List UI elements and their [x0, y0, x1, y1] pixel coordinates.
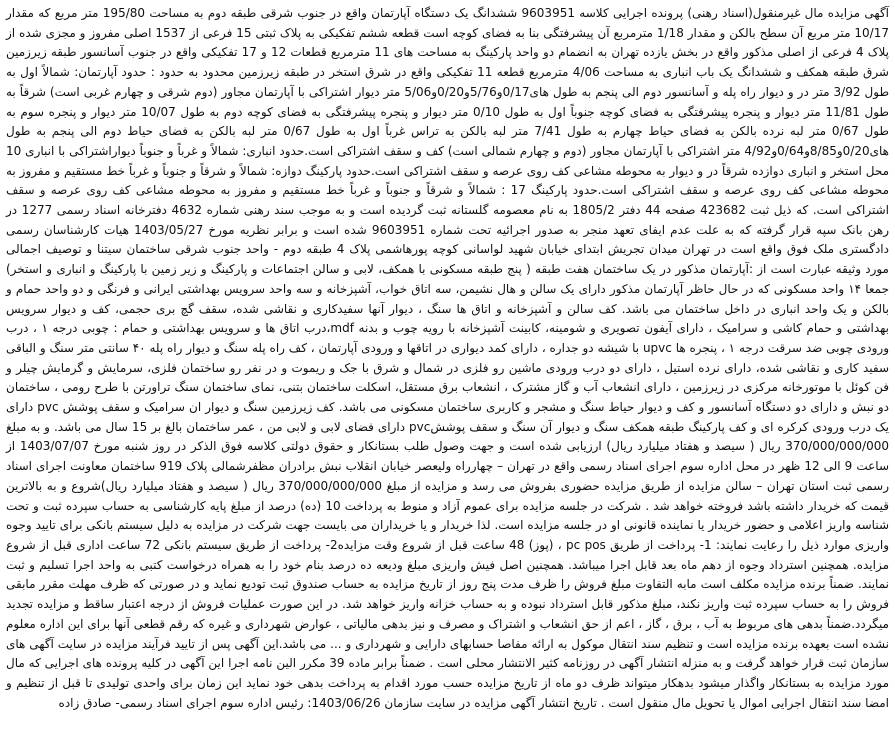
notice-body: آگهی مزایده مال غیرمنقول(اسناد رهنی) پرونده اجرایی کلاسه 9603951 ششدانگ یک دستگاه آپارتمان واقع در جنوب شرقی طبقه دوم به مساحت 195/80 متر مربع که مقدار 10/17 متر مربع آن سطح بالکن و مقدار 1/18 مترمربع آن پیشرفتگی بنا به فضای کوچه است قطعه ششم تفکیکی به پلاک ثبتی 15 فرعی از 1537 اصلی مفروز و مجزی شده از پلاک 4 فرعی از اصلی مذکور واقع در بخش یازده تهران به انضمام دو واحد پارکینگ به مساحت های 11 مترمربع قطعات 12 و 17 تفکیکی واقع در جنوب آسانسور طبقه زیرزمین شرق طبقه همکف و ششدانگ یک باب انباری به مساحت 4/06 مترمربع قطعه 11 تفکیکی واقع در شرق استخر در طبقه زیرزمین محدود به حدود : حدود آپارتمان: شمالاً اول به طول 3/92 متر در و دیوار راه پله و آسانسور دوم الی پنجم به طول های0/17و5/76و0/20و5/06 متر دیوار اشتراکی با آپارتمان مجاور (دوم شرقی و چهارم غربی است) شرقاً به طول 11/81 متر دیوار و پنجره پیشرفتگی به فضای کوچه جنوباً اول به طول 0/10 متر دیوار و پنجره پیشرفتگی به فضای کوچه دوم به طول 10/07 متر دیوار و پنجره سوم به طول 0/67 متر لبه نرده بالکن به فضای حیاط چهارم به طول 7/41 متر لبه بالکن به تراس غرباً اول به طول 0/67 متر لبه بالکن به فضای حیاط دوم الی پنجم به طول های0/20و8/85و0/64و4/92 متر اشتراکی با آپارتمان مجاور (دوم و چهارم شمالی است) کف و سقف اشتراکی است.حدود انباری: شمالاً و غرباً و جنوباً دیواراشتراکی با انباری 10 محل استخر و انباری دوازده شرقاً در و دیوار به محوطه مشاعی کف روی عرصه و سقف اشتراکی است.حدود پارکینگ دوازه: شمالاً و شرقاً و جنوباً و غرباً خط مستقیم و مفروز به محوطه مشاعی کف روی عرصه و سقف اشتراکی است.حدود پارکینگ 17 : شمالاً و شرقاً و جنوباً و غرباً خط مستقیم و مفروز به محوطه مشاعی کف روی عرصه و سقف اشتراکی است. که ذیل ثبت 423682 صفحه 44 دفتر 1805/2 به نام معصومه گلستانه ثبت گردیده است و به موجب سند رهنی شماره 4632 دفترخانه اسناد رسمی 1277 در رهن بانک سپه قرار گرفته که به علت عدم ایفای تعهد منجر به صدور اجرائیه تحت شماره 9603951 شده است و برابر نظریه مورخ 1403/05/27 هیات کارشناسان رسمی دادگستری ملک فوق واقع است در تهران میدان تجریش ابتدای خیابان شهید لواسانی کوچه پورهاشمی پلاک 4 طبقه دوم - واحد جنوب شرقی ساختمان سیتنا و توصیف اجمالی مورد وثیقه عبارت است از :آپارتمان مذکور در یک ساختمان هفت طبقه ( پنج طبقه مسکونی با همکف، لابی و سالن اجتماعات و پارکینگ و زیر زمین با پارکینگ و انباری و استخر) جمعا ۱۴ واحد مسکونی که در حال حاظر آپارتمان مذکور دارای یک سالن و هال نشیمن، سه اتاق خواب، آشپزخانه و سه واحد سرویس بهداشتی ایرانی و فرنگی و دو واحد حمام و بالکن و یک واحد انباری در داخل ساختمان می باشد. کف سالن و آشپزخانه و اتاق ها سنگ ، دیوار آنها سفیدکاری و نقاشی شده، سقف گچ بری حجمی، کف و دیوار سرویس بهداشتی و حمام کاشی و سرامیک ، دارای آیفون تصویری و شومینه، کابینت آشپزخانه با رویه چوب و بدنه mdf،درب اتاق ها و سرویس بهداشتی و حمام : چوبی درجه ۱ ، درب ورودی چوبی ضد سرقت درجه ۱ ، پنجره ها upvc با شیشه دو جداره ، دارای کمد دیواری در اتاقها و ورودی آپارتمان ، کف راه پله سنگ و دیوار راه پله ۴۰ سانتی متر سنگ و الباقی سفید کاری و نقاشی شده، دارای نرده استیل ، دارای دو درب ورودی ماشین رو فلزی در شمال و شرق با جک و ریموت و در نفر رو ساختمان فلزی، سرمایش و گرمایش چیلر و فن کوئل با موتورخانه مرکزی در زیرزمین ، دارای انشعاب آب و گاز مشترک ، انشعاب برق مستقل، اسکلت ساختمان بتنی، نمای ساختمان سنگ تراورتن با طرح رومی ، ساختمان دو نبش و دارای دو دستگاه آسانسور و کف و دیوار حیاط سنگ و مشجر و کاربری ساختمان مسکونی می باشد. کف زیرزمین سنگ و دیوار ان سرامیک و سقف پوشش pvc دارای یک درب ورودی کرکره ای و کف پارکینگ طبقه همکف سنگ و دیوار آن سنگ و سقف پوششpvc دارای فضای لابی و لابی من ، عمر ساختمان بالغ بر 15 سال می باشد. و به مبلغ 370/000/000/000 ریال ( سیصد و هفتاد میلیارد ریال) ارزیابی شده است و جهت وصول طلب بستانکار و حقوق دولتی کلاسه فوق الذکر در روز شنبه مورخ 1403/07/07 از ساعت 9 الی 12 ظهر در محل اداره سوم اجرای اسناد رسمی واقع در تهران – چهارراه ولیعصر خیابان انقلاب نبش برادران مظفرشمالی پلاک 919 ساختمان معاونت اجرای اسناد رسمی ثبت استان تهران – سالن مزایده از طریق مزایده حضوری بفروش می رسد و مزایده از مبلغ 370/000/000/000 ریال ( سیصد و هفتاد میلیارد ریال)شروع و به بالاترین قیمت که خریدار داشته باشد فروخته خواهد شد . شرکت در جلسه مزایده برای عموم آزاد و منوط به پرداخت 10 (ده) درصد از مبلغ پایه کارشناسی به حساب سپرده ثبت و تحت شناسه واریز اعلامی و حضور خریدار یا نماینده قانونی او در جلسه مزایده است. لذا خریدار و یا خریداران می بایست جهت شرکت در مزایده به دلیل سیستم بانکی برای تایید وجوه واریزی موارد ذیل را رعایت نمایند: 1- پرداخت از طریق pc pos ، (پوز) 48 ساعت قبل از شروع وقت مزایده2- پرداخت از طریق سیستم بانکی 72 ساعت اداری قبل از شروع مزایده. همچنین استرداد وجوه از دهم ماه بعد قابل اجرا میباشد. همچنین اصل فیش واریزی مبلغ ودیعه ده درصد بنام خود را به همراه درخواست کتبی به واحد اجرا تسلیم و ثبت نمایند. ضمناً برنده مزایده مکلف است مابه التفاوت مبلغ فروش را ظرف مدت پنج روز از تاریخ مزایده به حساب صندوق ثبت تودیع نماید و در صورتی که ظرف مهلت مقرر مابقی فروش را به حساب سپرده ثبت واریز نکند، مبلغ مذکور قابل استرداد نبوده و به حساب خزانه واریز خواهد شد. در این صورت عملیات فروش از درجه اعتبار ساقط و مزایده تجدید میگردد.ضمناً بدهی های مربوط به آب ، برق ، گاز ، اعم از حق انشعاب و اشتراک و مصرف و نیز بدهی مالیاتی ، عوارض شهرداری و غیره که رقم قطعی آنها برای این اداره معلوم نشده است بعهده برنده مزایده است و تنظیم سند انتقال موکول به ارائه مفاصا حسابهای دارایی و شهرداری و ... می باشد.این آگهی پس از تایید فرآیند مزایده در سایت آگهی های سازمان ثبت قرار خواهد گرفت و به منزله انتشار آگهی در روزنامه کثیر الانتشار محلی است . ضمناً برابر ماده 39 مکرر الین نامه اجرا این آگهی در کلیه پرونده های اجرایی که مال مورد مزایده به بستانکار واگذار میشود بدهکار میتواند ظرف دو ماه از تاریخ مزایده حسب مورد اقدام به پرداخت بدهی خود نماید این زمان برای واحدی تولیدی تا قبل از تنظیم و امضا سند انتقال اجرایی اموال یا تحویل مال منقول است . تاریخ انتشار آگهی مزایده در سایت سازمان 1403/06/26: رئیس اداره سوم اجرای اسناد رسمی- صادق زاده	[6, 6, 890, 710]
